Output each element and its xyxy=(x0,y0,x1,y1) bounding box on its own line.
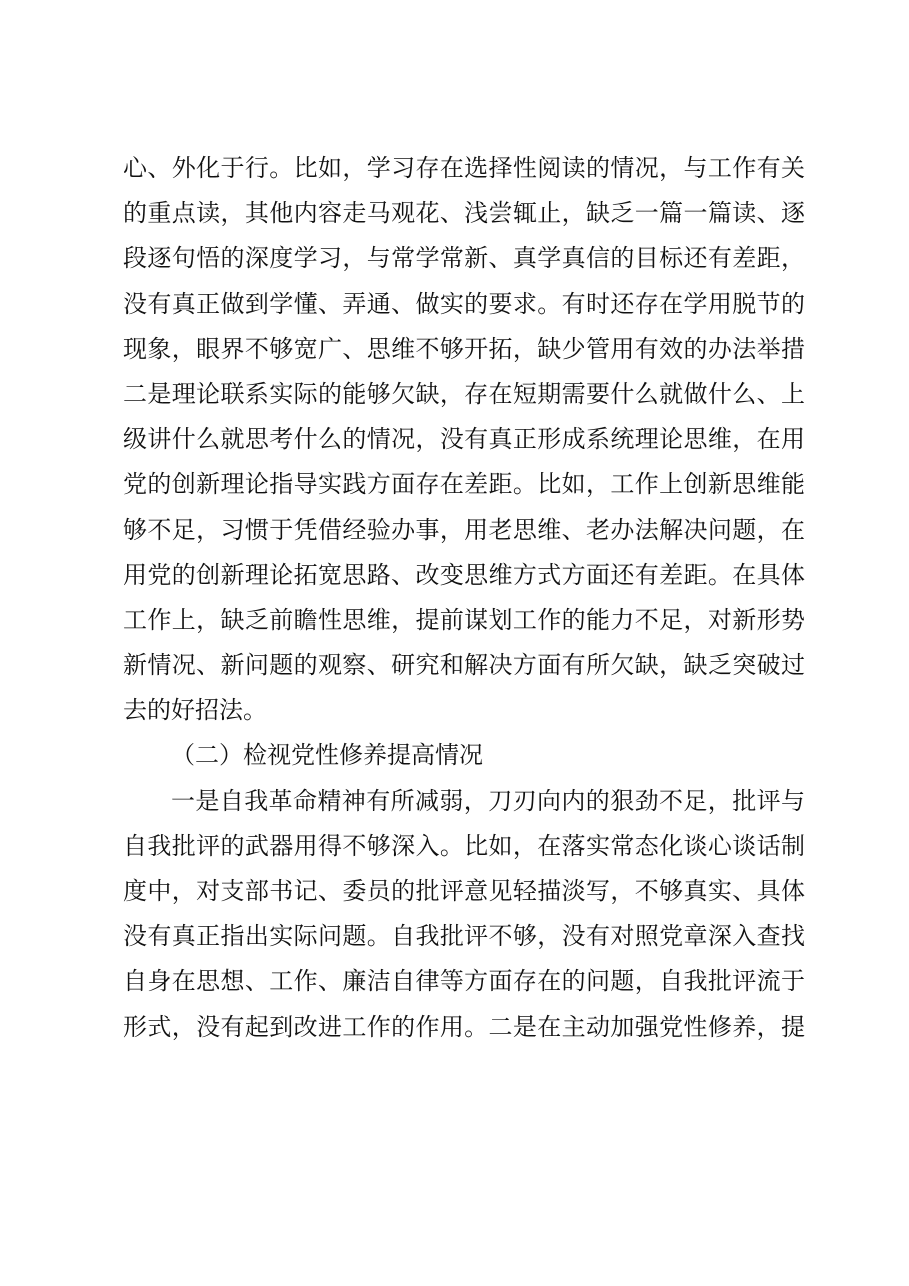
text-line: 自我批评的武器用得不够深入。比如，在落实常态化谈心谈话制 xyxy=(123,831,805,860)
text-line: 一是自我革命精神有所减弱，刀刃向内的狠劲不足，批评与 xyxy=(171,786,805,815)
text-line: 党的创新理论指导实践方面存在差距。比如，工作上创新思维能 xyxy=(123,470,805,499)
text-line: 没有真正指出实际问题。自我批评不够，没有对照党章深入查找 xyxy=(123,922,805,951)
text-line: 够不足，习惯于凭借经验办事，用老思维、老办法解决问题，在 xyxy=(123,515,805,544)
text-line: 心、外化于行。比如，学习存在选择性阅读的情况，与工作有关 xyxy=(123,154,805,182)
text-line: 去的好招法。 xyxy=(123,696,267,725)
text-line: 没有真正做到学懂、弄通、做实的要求。有时还存在学用脱节的 xyxy=(123,289,805,318)
text-line: 现象，眼界不够宽广、思维不够开拓，缺少管用有效的办法举措 xyxy=(123,334,805,363)
text-line: 自身在思想、工作、廉洁自律等方面存在的问题，自我批评流于 xyxy=(123,967,805,996)
text-line: 新情况、新问题的观察、研究和解决方面有所欠缺，缺乏突破过 xyxy=(123,651,805,680)
text-line: 二是理论联系实际的能够欠缺，存在短期需要什么就做什么、上 xyxy=(123,379,805,408)
text-line: 工作上，缺乏前瞻性思维，提前谋划工作的能力不足，对新形势 xyxy=(123,605,805,634)
text-line: 用党的创新理论拓宽思路、改变思维方式方面还有差距。在具体 xyxy=(123,560,805,589)
text-line: 形式，没有起到改进工作的作用。二是在主动加强党性修养，提 xyxy=(123,1012,805,1041)
text-line: 的重点读，其他内容走马观花、浅尝辄止，缺乏一篇一篇读、逐 xyxy=(123,199,805,228)
section-heading: （二）检视党性修养提高情况 xyxy=(171,741,483,770)
text-line: 段逐句悟的深度学习，与常学常新、真学真信的目标还有差距， xyxy=(123,244,805,273)
text-line: 度中，对支部书记、委员的批评意见轻描淡写，不够真实、具体 xyxy=(123,877,805,905)
body-text xyxy=(123,146,805,1050)
text-line: 级讲什么就思考什么的情况，没有真正形成系统理论思维，在用 xyxy=(123,425,805,454)
